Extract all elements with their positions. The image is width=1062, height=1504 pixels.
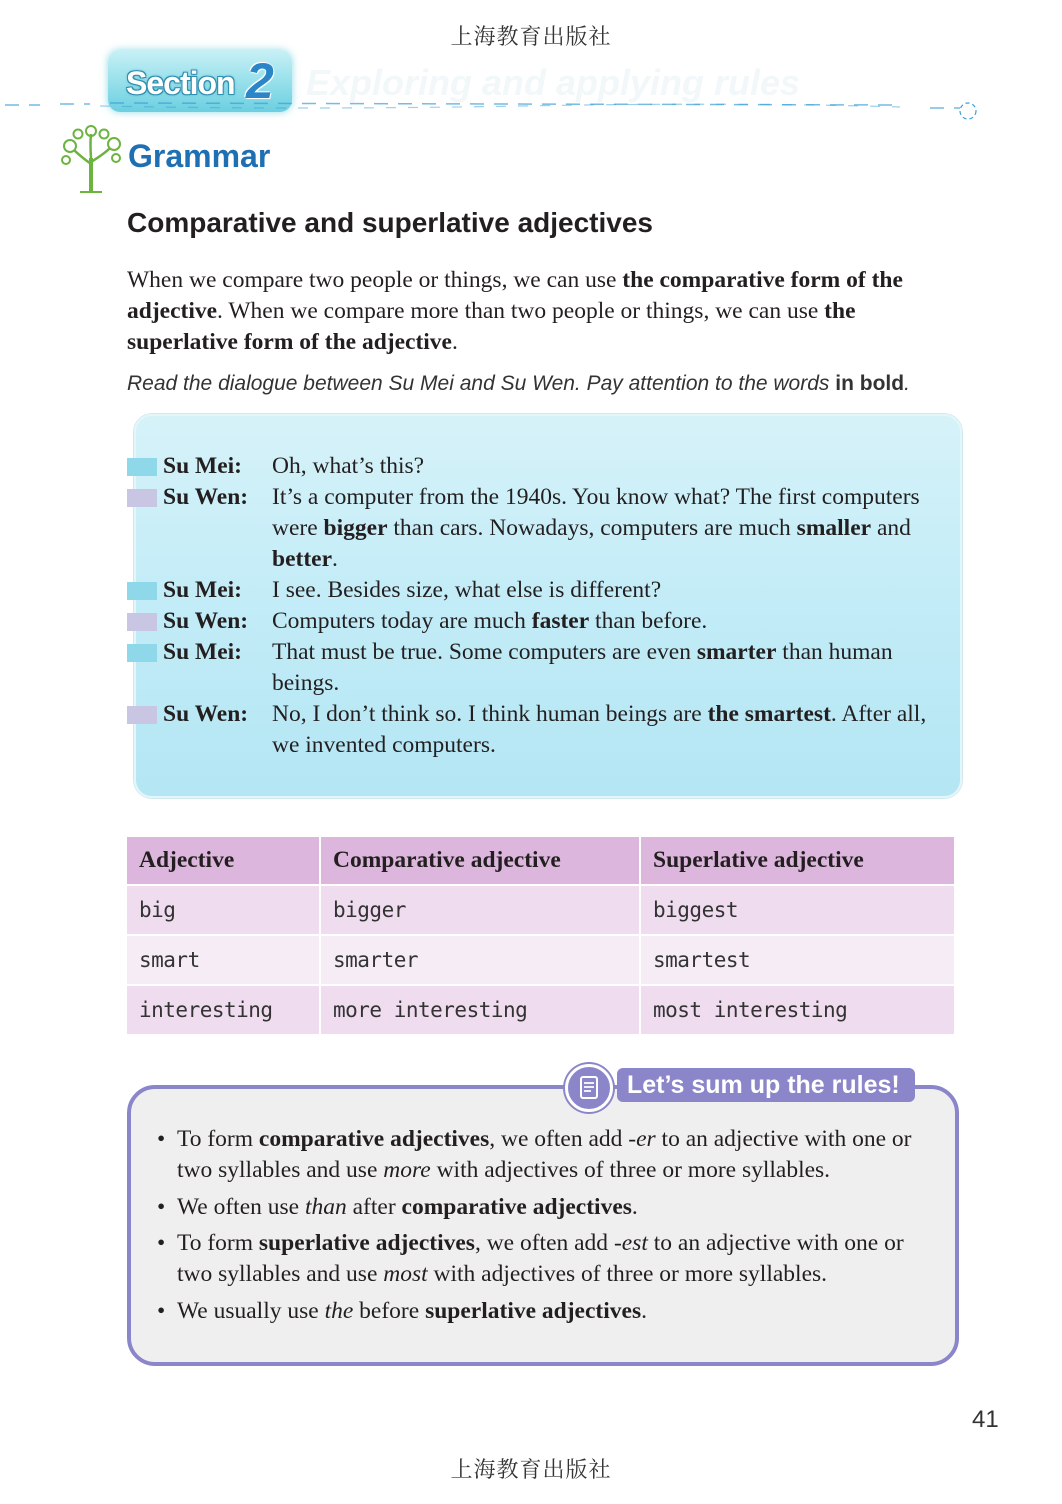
rule-item: • To form superlative adjectives, we often add -est to an adjective with one or two syllables and use most with adjectives of three or more syllables. <box>157 1230 904 1287</box>
table-row <box>127 885 955 935</box>
section-number: 2 <box>246 53 274 109</box>
publisher-header: 上海教育出版社 <box>450 25 612 50</box>
speaker-marker <box>127 644 157 662</box>
bullet-icon: • <box>157 1298 166 1324</box>
dialogue-text: No, I don’t think so. I think human beings are the smartest. After all, we invented computers. <box>272 701 927 758</box>
speaker-name: Su Wen: <box>163 484 249 510</box>
table-row <box>127 935 955 985</box>
speaker-name: Su Wen: <box>163 608 249 634</box>
table-cell: smartest <box>640 935 955 985</box>
dialogue-text: That must be true. Some computers are even smarter than human beings. <box>272 639 893 696</box>
table-header: Comparative adjective <box>320 837 640 885</box>
bullet-icon: • <box>157 1126 166 1152</box>
lesson-subheading: Comparative and superlative adjectives <box>127 207 653 238</box>
table-cell: smarter <box>320 935 640 985</box>
table-row <box>127 985 955 1034</box>
bullet-icon: • <box>157 1230 166 1256</box>
dialogue-text: Oh, what’s this? <box>272 453 425 479</box>
rule-item: • To form comparative adjectives, we often add -er to an adjective with one or two syllables and use more with adjectives of three or more syllables. <box>157 1126 912 1183</box>
speaker-name: Su Mei: <box>163 639 242 665</box>
speaker-name: Su Mei: <box>163 577 242 603</box>
rules-badge <box>565 1064 917 1104</box>
speaker-marker <box>127 706 157 724</box>
dialogue-text: Computers today are much faster than before. <box>272 608 708 634</box>
dialogue-text: It’s a computer from the 1940s. You know what? The first computers were bigger than cars. Nowadays, computers are much smaller and better. <box>272 484 920 572</box>
bullet-icon: • <box>157 1194 166 1220</box>
notes-icon <box>565 1064 613 1112</box>
page-number: 41 <box>972 1406 999 1433</box>
rule-item: • We usually use the before superlative adjectives. <box>177 1296 937 1327</box>
table-cell: most interesting <box>640 985 955 1034</box>
table-cell: big <box>127 885 320 935</box>
speaker-name: Su Mei: <box>163 453 242 479</box>
speaker-marker <box>127 582 157 600</box>
table-cell: bigger <box>320 885 640 935</box>
rule-item: • We often use than after comparative adjectives. <box>177 1192 937 1223</box>
section-subtitle: Exploring and applying rules <box>306 62 801 103</box>
grammar-title: Grammar <box>128 138 271 174</box>
table-header: Superlative adjective <box>640 837 955 885</box>
speaker-marker <box>127 458 157 476</box>
table-cell: smart <box>127 935 320 985</box>
speaker-marker <box>127 489 157 507</box>
table-cell: more interesting <box>320 985 640 1034</box>
adjective-table <box>127 837 956 1034</box>
rules-title: Let’s sum up the rules! <box>617 1068 915 1102</box>
table-cell: interesting <box>127 985 320 1034</box>
table-cell: biggest <box>640 885 955 935</box>
intro-paragraph: When we compare two people or things, we can use the comparative form of the adjective. When we compare more than two people or things, we can use the superlative form of the adjective. <box>127 267 903 355</box>
publisher-footer: 上海教育出版社 <box>450 1458 612 1483</box>
instruction-text: Read the dialogue between Su Mei and Su Wen. Pay attention to the words in bold. <box>127 372 910 395</box>
speaker-marker <box>127 613 157 631</box>
dialogue-text: I see. Besides size, what else is different? <box>272 577 662 603</box>
dashed-divider <box>0 102 990 122</box>
tree-icon <box>60 124 122 194</box>
section-label: Section <box>126 65 235 101</box>
table-header: Adjective <box>127 837 320 885</box>
speaker-name: Su Wen: <box>163 701 249 727</box>
